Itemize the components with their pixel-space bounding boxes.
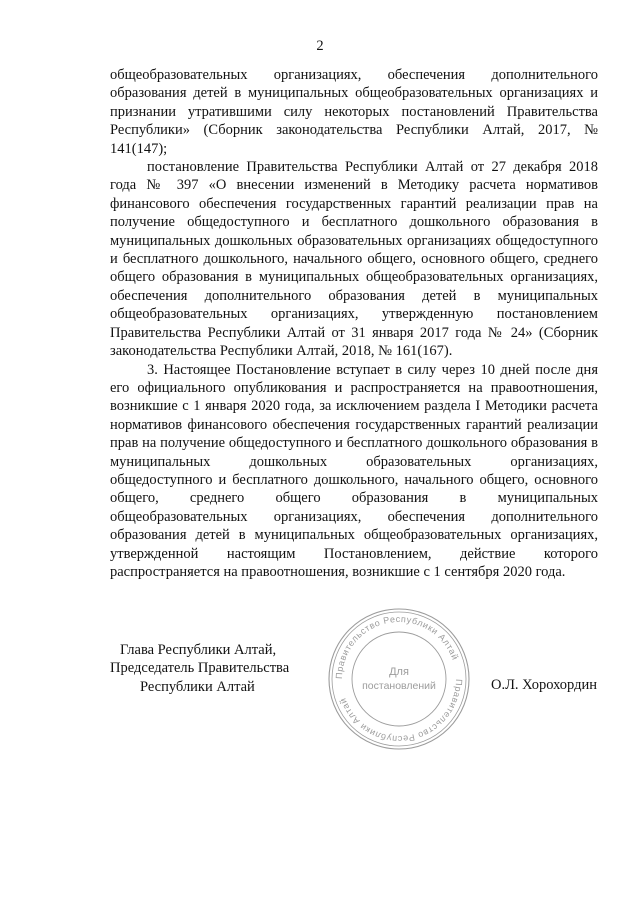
paragraph-effective-date: 3. Настоящее Постановление вступает в силу через 10 дней после дня его официального опубликования и распространяется на правоотношения, возникшие с 1 января 2020 года, за исключением раздела I Методики расчета нормативов финансового обеспечения государственных гарантий реализации прав на получение общедоступного и бесплатного дошкольного образования в муниципальных дошкольных образовательных организациях, общедоступного и бесплатного дошкольного, начального общего, основного общего, среднего общего образования в муниципальных общеобразовательных организациях, обеспечения дополнительного образования детей в муниципальных общеобразовательных организациях, утвержденной настоящим Постановлением, действие которого распространяется на правоотношения, возникшие с 1 сентября 2020 года.: [110, 361, 598, 580]
official-stamp: [326, 606, 472, 752]
stamp-inner-ring: [352, 632, 446, 726]
stamp-ring-text-upper: Правительство Республики Алтай: [333, 613, 461, 680]
stamp-ring-text-lower: Правительство Республики Алтай: [337, 678, 465, 745]
paragraph-resolution-2018: постановление Правительства Республики Алтай от 27 декабря 2018 года № 397 «О внесении изменений в Методику расчета нормативов финансового обеспечения государственных гарантий реализации прав на получение общедоступного и бесплатного дошкольного образования в муниципальных дошкольных образовательных организациях общедоступного и бесплатного дошкольного, начального общего, основного общего, среднего общего образования в муниципальных общеобразовательных организациях, обеспечения дополнительного образования детей в муниципальных общеобразовательных организациях, утвержденную постановлением Правительства Республики Алтай от 31 января 2017 года № 24» (Сборник законодательства Республики Алтай, 2018, № 161(167).: [110, 159, 598, 360]
signatory-name: О.Л. Хорохордин: [490, 677, 597, 693]
stamp-center-line-1: Для: [389, 666, 409, 678]
page-number: 2: [316, 38, 324, 54]
signatory-title-block: [110, 641, 289, 696]
stamp-center-line-2: постановлений: [362, 680, 436, 692]
signatory-title-line-3: Республики Алтай: [140, 678, 255, 695]
stamp-outer-ring: [329, 609, 469, 749]
signatory-title-line-1: Глава Республики Алтай,: [120, 642, 277, 658]
paragraph-continuation: общеобразовательных организациях, обеспечения дополнительного образования детей в муниципальных общеобразовательных организациях и признании утратившими силу некоторых постановлений Правительства Республики» (Сборник законодательства Республики Алтай, 2017, № 141(147);: [110, 67, 598, 157]
signatory-title-line-2: Председатель Правительства: [110, 660, 290, 677]
document-body: [110, 66, 598, 581]
